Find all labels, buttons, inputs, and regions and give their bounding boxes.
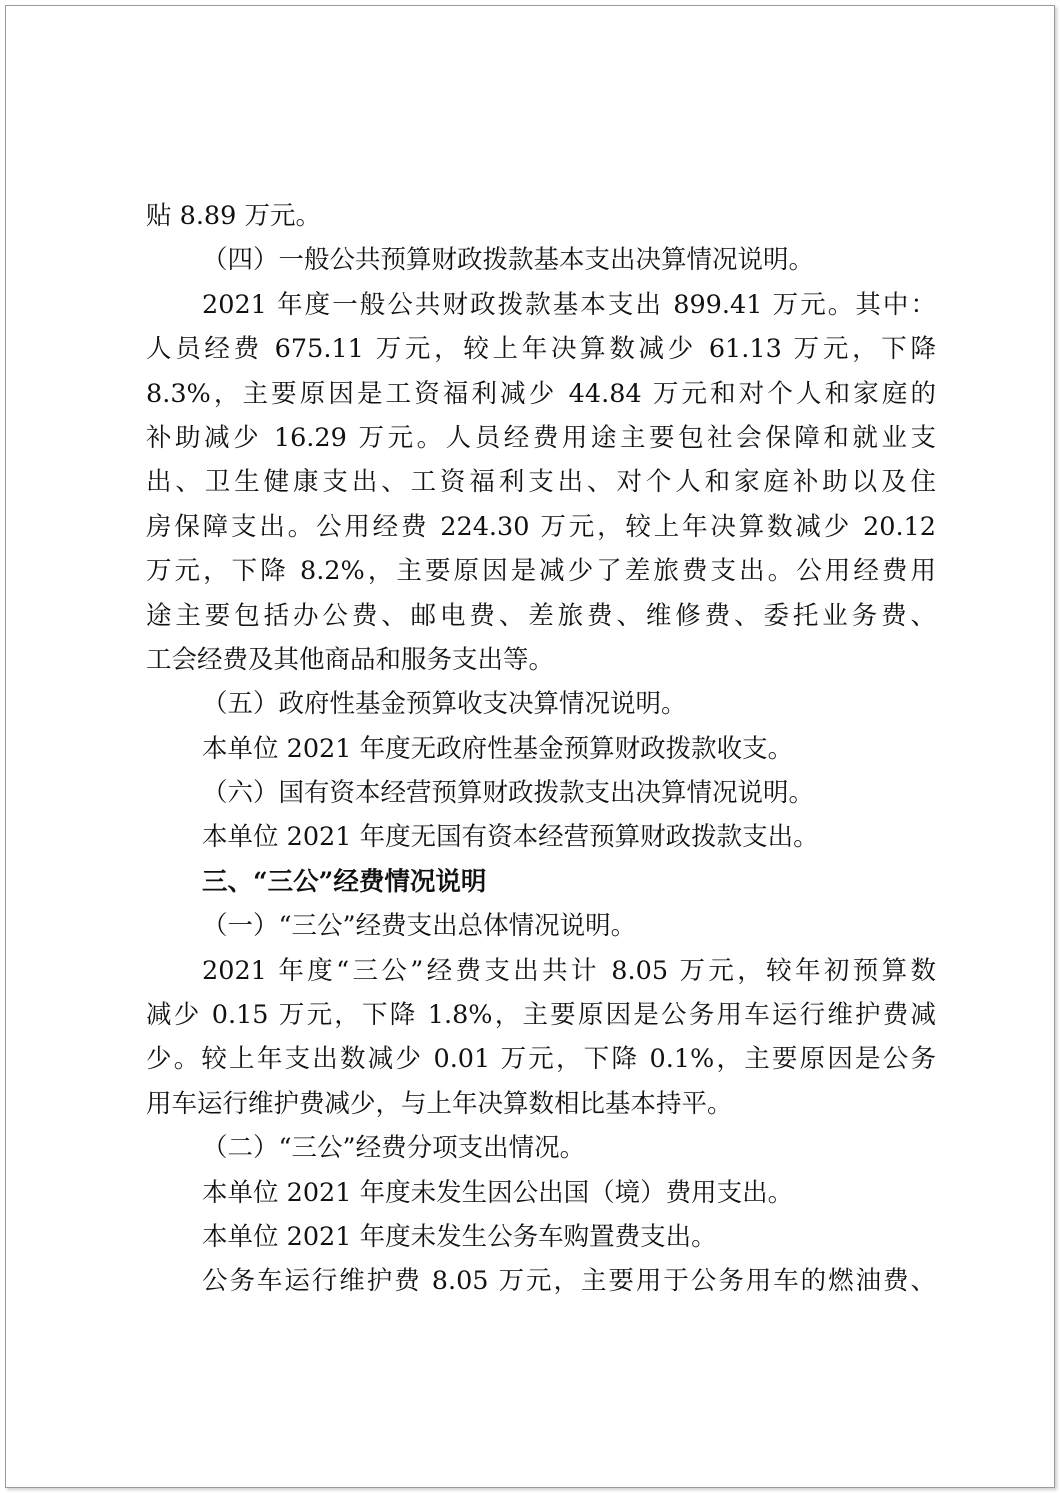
- section-heading-2: （二）“三公”经费分项支出情况。: [202, 1133, 586, 1164]
- paragraph-line: 房保障支出。公用经费 224.30 万元，较上年决算数减少 20.12: [146, 511, 936, 542]
- chapter-heading-3: 三、“三公”经费情况说明: [202, 866, 487, 897]
- section-heading-1: （一）“三公”经费支出总体情况说明。: [202, 911, 637, 942]
- paragraph-line: 少。较上年支出数减少 0.01 万元，下降 0.1%，主要原因是公务: [146, 1044, 936, 1075]
- paragraph-line: 2021 年度“三公”经费支出共计 8.05 万元，较年初预算数: [202, 955, 936, 986]
- paragraph-line: 出、卫生健康支出、工资福利支出、对个人和家庭补助以及住: [146, 467, 936, 498]
- paragraph-line: 8.3%，主要原因是工资福利减少 44.84 万元和对个人和家庭的: [146, 378, 936, 409]
- paragraph-line: 人员经费 675.11 万元，较上年决算数减少 61.13 万元，下降: [146, 334, 936, 365]
- paragraph-line: 万元，下降 8.2%，主要原因是减少了差旅费支出。公用经费用: [146, 556, 936, 587]
- paragraph-line: 用车运行维护费减少，与上年决算数相比基本持平。: [146, 1088, 733, 1119]
- paragraph-line: 2021 年度一般公共财政拨款基本支出 899.41 万元。其中：: [202, 289, 936, 320]
- document-body: [146, 194, 936, 1304]
- text-line: 贴 8.89 万元。: [146, 201, 321, 231]
- paragraph-line: 补助减少 16.29 万元。人员经费用途主要包社会保障和就业支: [146, 422, 936, 453]
- paragraph-line: 本单位 2021 年度未发生因公出国（境）费用支出。: [202, 1177, 794, 1208]
- section-heading-5: （五）政府性基金预算收支决算情况说明。: [202, 689, 687, 720]
- paragraph-line: 本单位 2021 年度未发生公务车购置费支出。: [202, 1221, 717, 1252]
- paragraph-line: 途主要包括办公费、邮电费、差旅费、维修费、委托业务费、: [146, 600, 936, 631]
- paragraph-line: 本单位 2021 年度无政府性基金预算财政拨款收支。: [202, 733, 794, 764]
- section-heading-4: （四）一般公共预算财政拨款基本支出决算情况说明。: [202, 245, 815, 276]
- paragraph-line: 公务车运行维护费 8.05 万元，主要用于公务用车的燃油费、: [202, 1266, 936, 1297]
- paragraph-line: 减少 0.15 万元，下降 1.8%，主要原因是公务用车运行维护费减: [146, 1000, 936, 1031]
- paragraph-line: 本单位 2021 年度无国有资本经营预算财政拨款支出。: [202, 822, 819, 853]
- section-heading-6: （六）国有资本经营预算财政拨款支出决算情况说明。: [202, 778, 815, 809]
- paragraph-line: 工会经费及其他商品和服务支出等。: [146, 644, 555, 675]
